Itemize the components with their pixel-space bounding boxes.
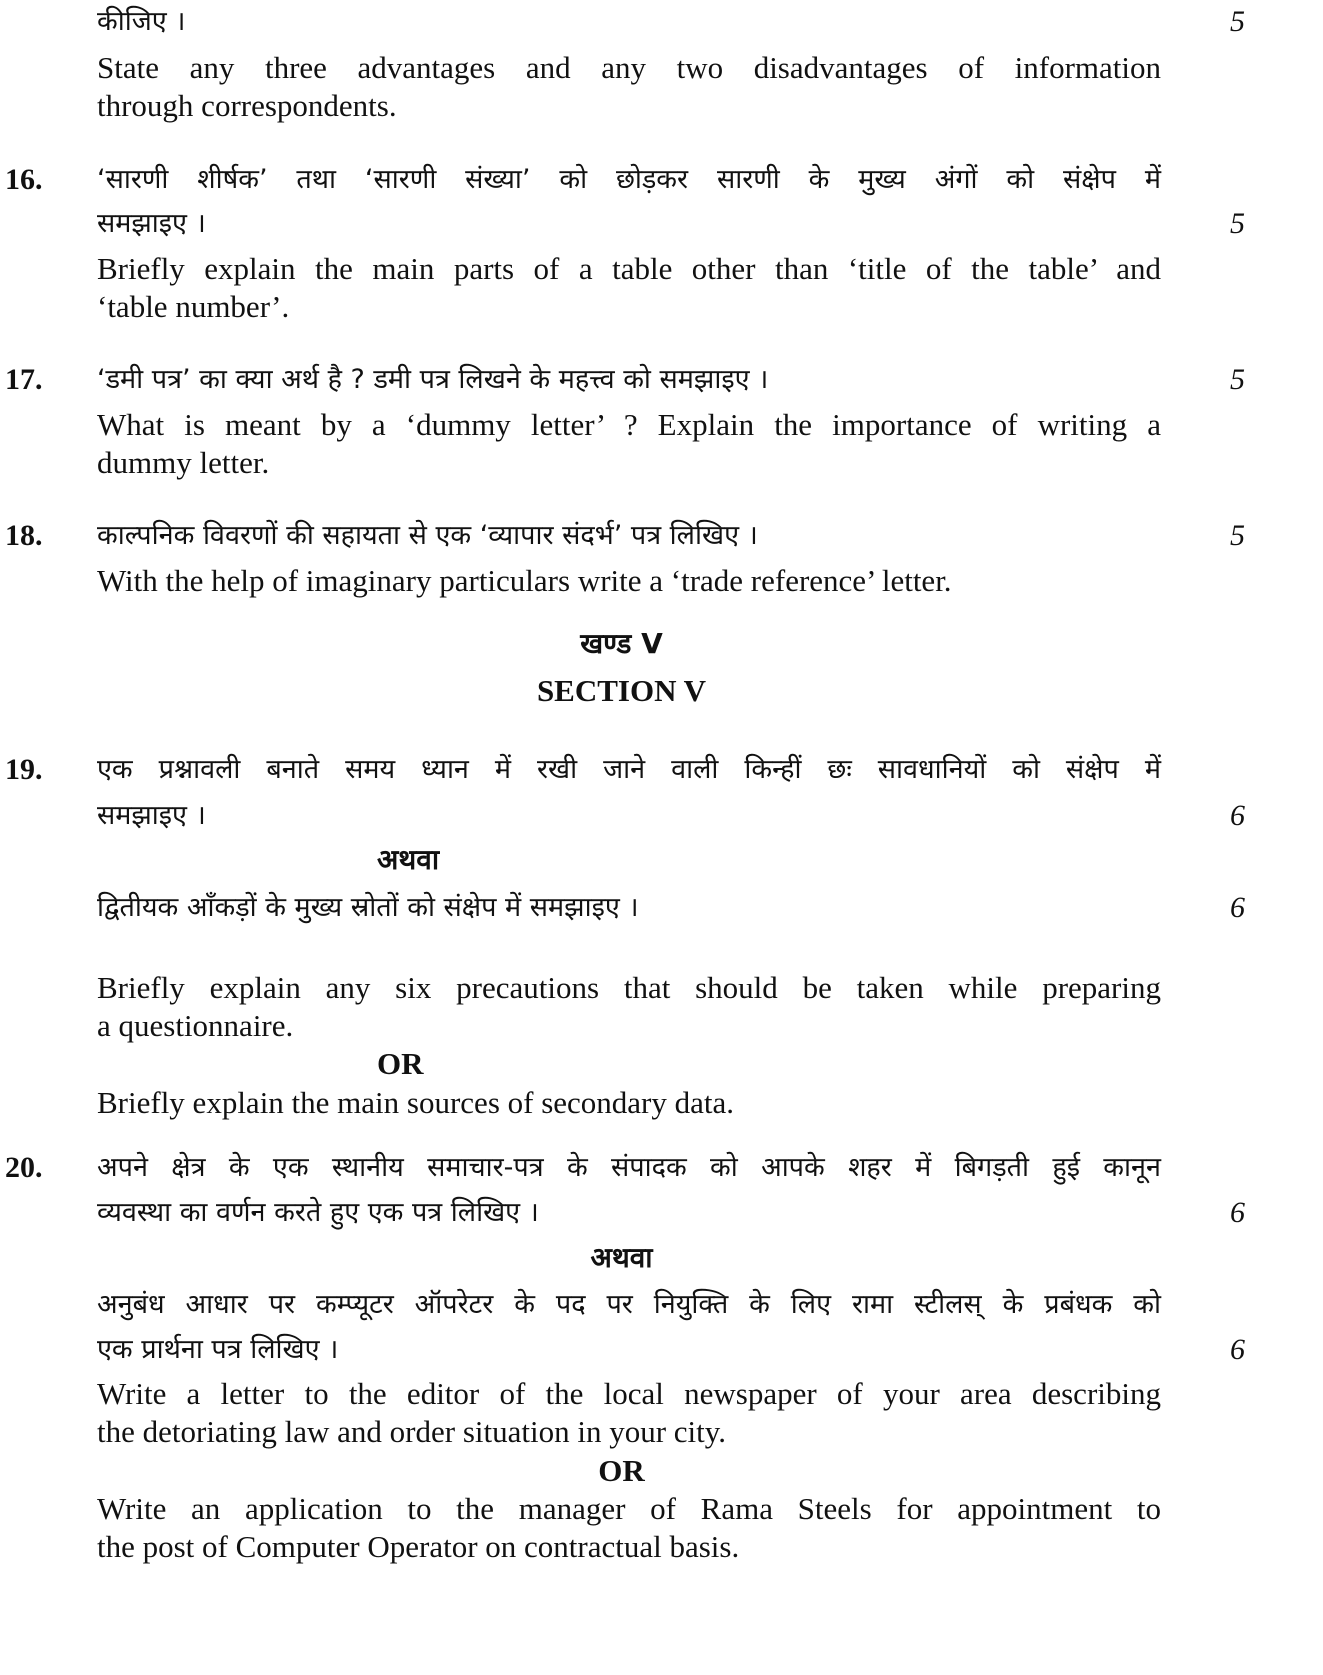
q16-hindi-text-2: समझाइए ।	[97, 208, 206, 239]
q16-hindi-text-1: ‘सारणी शीर्षक’ तथा ‘सारणी संख्या’ को छोड़कर सारणी के मुख्य अंगों को संक्षेप में	[97, 164, 1161, 195]
q16-english-text-2: ‘table number’.	[97, 289, 290, 324]
q18-hindi-line-1	[0, 516, 1323, 556]
q19-marks: 6	[1230, 799, 1245, 832]
q16-english-line-1	[0, 249, 1323, 289]
q20-english-alt-line-2	[0, 1527, 1323, 1567]
q19-hindi-or-row	[0, 840, 1323, 880]
q20-hindi-alt-text-1: अनुबंध आधार पर कम्प्यूटर ऑपरेटर के पद पर नियुक्ति के लिए रामा स्टीलस् के प्रबंधक को	[97, 1289, 1161, 1320]
q19-english-or-row	[0, 1044, 1323, 1084]
q19-english-line-1	[0, 968, 1323, 1008]
q20-hindi-alt-line-1	[0, 1285, 1323, 1325]
q17-english-text-2: dummy letter.	[97, 445, 270, 480]
q18-english-text-1: With the help of imaginary particulars write a ‘trade reference’ letter.	[97, 563, 952, 598]
q20-english-or-row	[0, 1451, 1323, 1491]
q20-hindi-line-2	[0, 1193, 1323, 1233]
q16-marks: 5	[1230, 207, 1245, 240]
q19-number: 19.	[5, 753, 43, 786]
q19-hindi-line-1	[0, 750, 1323, 790]
q18-english-line-1	[0, 561, 1323, 601]
q15-english-line-2	[0, 86, 1323, 126]
q19-hindi-alt-line-1	[0, 888, 1323, 928]
q20-hindi-or-label: अथवा	[590, 1241, 653, 1274]
q19-english-alt-text-1: Briefly explain the main sources of secondary data.	[97, 1085, 734, 1120]
q18-number: 18.	[5, 519, 43, 552]
q16-number: 16.	[5, 163, 43, 196]
q20-english-alt-text-2: the post of Computer Operator on contractual basis.	[97, 1529, 740, 1564]
section-heading-english-row	[0, 671, 1323, 711]
q15-hindi-tail: कीजिए ।	[97, 6, 186, 37]
q15-english-line-1	[0, 48, 1323, 88]
q17-english-text-1: What is meant by a ‘dummy letter’ ? Explain the importance of writing a	[97, 407, 1161, 442]
q19-alt-marks: 6	[1230, 891, 1245, 924]
q20-hindi-alt-text-2: एक प्रार्थना पत्र लिखिए ।	[97, 1334, 339, 1365]
q20-hindi-or-row	[0, 1238, 1323, 1278]
q18-hindi-text-1: काल्पनिक विवरणों की सहायता से एक ‘व्यापार संदर्भ’ पत्र लिखिए ।	[97, 520, 758, 551]
q20-english-text-1: Write a letter to the editor of the local newspaper of your area describing	[97, 1376, 1161, 1411]
q20-english-alt-text-1: Write an application to the manager of Rama Steels for appointment to	[97, 1491, 1161, 1526]
q20-hindi-text-2: व्यवस्था का वर्णन करते हुए एक पत्र लिखिए ।	[97, 1197, 539, 1228]
q20-english-alt-line-1	[0, 1489, 1323, 1529]
q20-hindi-alt-line-2	[0, 1330, 1323, 1370]
q19-hindi-line-2	[0, 796, 1323, 836]
q16-hindi-line-2	[0, 204, 1323, 244]
section-heading-english: SECTION V	[536, 673, 707, 708]
q17-marks: 5	[1230, 363, 1245, 396]
q19-english-line-2	[0, 1006, 1323, 1046]
q20-hindi-line-1	[0, 1148, 1323, 1188]
q20-number: 20.	[5, 1151, 43, 1184]
q17-english-line-1	[0, 405, 1323, 445]
q15-english-text-2: through correspondents.	[97, 88, 397, 123]
q15-marks: 5	[1230, 5, 1245, 38]
q20-english-line-2	[0, 1412, 1323, 1452]
q20-english-line-1	[0, 1374, 1323, 1414]
section-heading-hindi: खण्ड V	[580, 627, 663, 660]
q16-english-line-2	[0, 287, 1323, 327]
q19-hindi-text-1: एक प्रश्नावली बनाते समय ध्यान में रखी जाने वाली किन्हीं छः सावधानियों को संक्षेप में	[97, 754, 1161, 785]
q16-hindi-line-1	[0, 160, 1323, 200]
q17-hindi-text-1: ‘डमी पत्र’ का क्या अर्थ है ? डमी पत्र लिखने के महत्त्व को समझाइए ।	[97, 364, 769, 395]
q15-english-text-1: State any three advantages and any two disadvantages of information	[97, 50, 1161, 85]
q19-english-alt-line-1	[0, 1083, 1323, 1123]
q19-hindi-text-2: समझाइए ।	[97, 800, 206, 831]
q19-english-text-1: Briefly explain any six precautions that should be taken while preparing	[97, 970, 1161, 1005]
section-heading-hindi-row	[0, 624, 1323, 664]
q19-hindi-or-label: अथवा	[377, 843, 440, 876]
q16-english-text-1: Briefly explain the main parts of a table other than ‘title of the table’ and	[97, 251, 1161, 286]
q17-english-line-2	[0, 443, 1323, 483]
q17-hindi-line-1	[0, 360, 1323, 400]
q20-alt-marks: 6	[1230, 1333, 1245, 1366]
q19-english-text-2: a questionnaire.	[97, 1008, 294, 1043]
q17-number: 17.	[5, 363, 43, 396]
q20-marks: 6	[1230, 1196, 1245, 1229]
q20-english-text-2: the detoriating law and order situation in your city.	[97, 1414, 727, 1449]
q18-marks: 5	[1230, 519, 1245, 552]
q19-hindi-alt-text-1: द्वितीयक आँकड़ों के मुख्य स्रोतों को संक्षेप में समझाइए ।	[97, 892, 639, 923]
q19-english-or-label: OR	[377, 1046, 424, 1081]
q20-english-or-label: OR	[598, 1453, 645, 1488]
q15-hindi-line-1	[0, 2, 1323, 42]
q20-hindi-text-1: अपने क्षेत्र के एक स्थानीय समाचार-पत्र के संपादक को आपके शहर में बिगड़ती हुई कानून	[97, 1152, 1161, 1183]
